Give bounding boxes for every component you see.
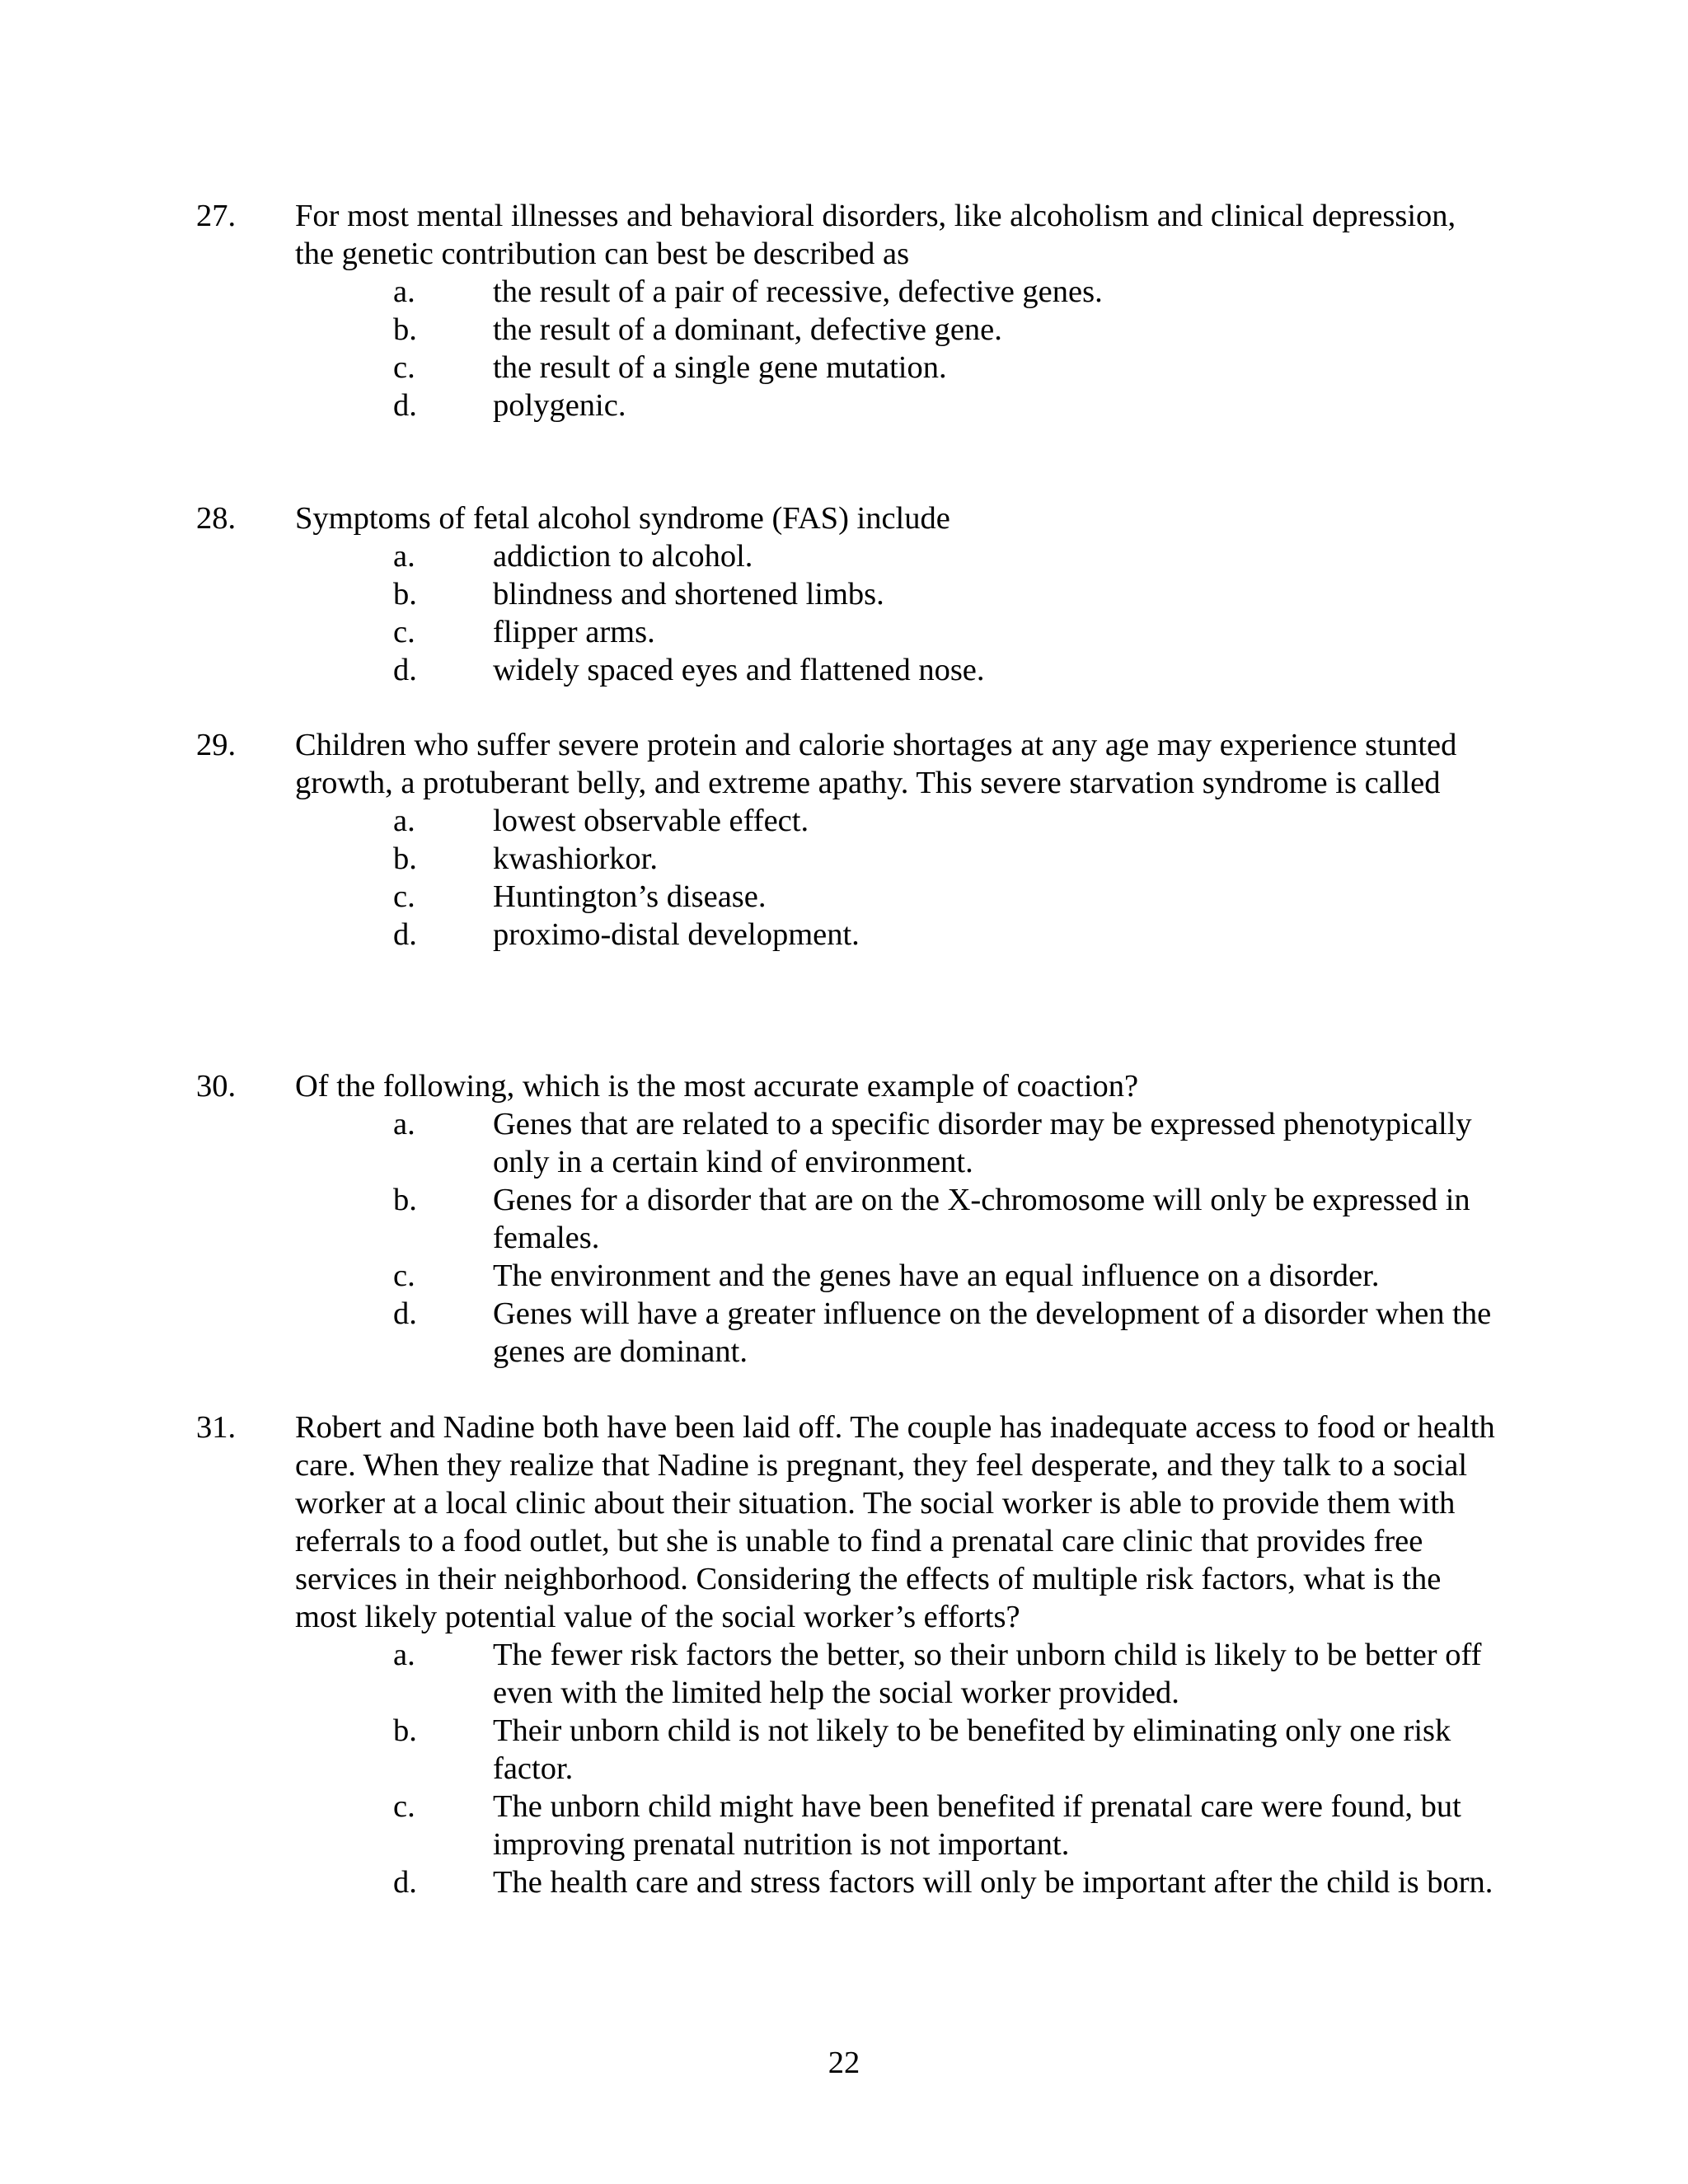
question-number: 31. [196, 1410, 237, 1445]
option-text: The unborn child might have been benefited if prenatal care were found, but improving prenatal nutrition is not important. [493, 1789, 1461, 1862]
page-number: 22 [828, 2046, 860, 2080]
answer-option-a [0, 537, 1688, 575]
option-text: the result of a single gene mutation. [493, 350, 947, 385]
question-30 [0, 1067, 1688, 1371]
answer-option-d [0, 1863, 1688, 1901]
option-letter: a. [393, 539, 415, 574]
option-letter: d. [393, 1865, 417, 1900]
option-letter: c. [393, 879, 415, 914]
answer-option-d [0, 1295, 1688, 1371]
answer-options [0, 1636, 1688, 1901]
option-letter: c. [393, 615, 415, 649]
question-number: 29. [196, 728, 237, 762]
option-text: addiction to alcohol. [493, 539, 753, 574]
answer-option-b [0, 1712, 1688, 1788]
answer-options [0, 802, 1688, 954]
option-letter: a. [393, 274, 415, 309]
answer-options [0, 1105, 1688, 1371]
answer-option-a [0, 273, 1688, 311]
option-letter: a. [393, 1638, 415, 1672]
question-29 [0, 726, 1688, 954]
option-text: The environment and the genes have an equal influence on a disorder. [493, 1258, 1380, 1293]
answer-option-b [0, 575, 1688, 613]
question-28 [0, 499, 1688, 689]
question-stem: Of the following, which is the most accurate example of coaction? [295, 1069, 1139, 1104]
option-letter: a. [393, 804, 415, 838]
answer-option-a [0, 1105, 1688, 1181]
option-text: The health care and stress factors will only be important after the child is born. [493, 1865, 1493, 1900]
option-text: kwashiorkor. [493, 841, 658, 876]
option-letter: b. [393, 1713, 417, 1748]
option-letter: c. [393, 1258, 415, 1293]
question-number: 27. [196, 199, 237, 233]
answer-option-c [0, 613, 1688, 651]
option-text: Huntington’s disease. [493, 879, 767, 914]
question-stem: For most mental illnesses and behavioral disorders, like alcoholism and clinical depression, the genetic contribution can best be described as [295, 199, 1456, 271]
option-text: Genes that are related to a specific disorder may be expressed phenotypically only in a certain kind of environment. [493, 1107, 1472, 1179]
answer-option-b [0, 840, 1688, 878]
option-text: widely spaced eyes and flattened nose. [493, 653, 985, 687]
answer-option-b [0, 1181, 1688, 1257]
option-text: blindness and shortened limbs. [493, 577, 884, 612]
question-27 [0, 197, 1688, 424]
option-letter: b. [393, 577, 417, 612]
answer-options [0, 273, 1688, 424]
question-stem: Children who suffer severe protein and calorie shortages at any age may experience stunted growth, a protuberant belly, and extreme apathy. This severe starvation syndrome is called [295, 728, 1457, 800]
option-letter: d. [393, 653, 417, 687]
answer-option-b [0, 311, 1688, 349]
answer-option-c [0, 1257, 1688, 1295]
option-text: Genes for a disorder that are on the X-chromosome will only be expressed in females. [493, 1183, 1470, 1255]
option-text: Genes will have a greater influence on the development of a disorder when the genes are dominant. [493, 1296, 1492, 1369]
question-number: 28. [196, 501, 237, 536]
answer-option-a [0, 1636, 1688, 1712]
option-text: proximo-distal development. [493, 917, 860, 952]
option-text: The fewer risk factors the better, so their unborn child is likely to be better off even with the limited help the social worker provided. [493, 1638, 1482, 1710]
option-text: lowest observable effect. [493, 804, 809, 838]
option-letter: c. [393, 1789, 415, 1824]
question-number: 30. [196, 1069, 237, 1104]
answer-option-c [0, 1788, 1688, 1863]
answer-option-d [0, 651, 1688, 689]
option-letter: b. [393, 841, 417, 876]
option-text: the result of a pair of recessive, defective genes. [493, 274, 1103, 309]
option-letter: d. [393, 917, 417, 952]
option-letter: b. [393, 1183, 417, 1217]
option-text: polygenic. [493, 388, 626, 423]
option-letter: d. [393, 388, 417, 423]
option-text: the result of a dominant, defective gene. [493, 312, 1002, 347]
option-text: flipper arms. [493, 615, 655, 649]
answer-option-a [0, 802, 1688, 840]
option-letter: b. [393, 312, 417, 347]
answer-option-c [0, 349, 1688, 387]
answer-option-d [0, 387, 1688, 424]
answer-option-d [0, 916, 1688, 954]
option-letter: d. [393, 1296, 417, 1331]
option-text: Their unborn child is not likely to be benefited by eliminating only one risk factor. [493, 1713, 1451, 1786]
option-letter: a. [393, 1107, 415, 1141]
question-stem: Symptoms of fetal alcohol syndrome (FAS) include [295, 501, 950, 536]
question-31 [0, 1408, 1688, 1901]
answer-options [0, 537, 1688, 689]
question-stem: Robert and Nadine both have been laid off. The couple has inadequate access to food or health care. When they realize that Nadine is pregnant, they feel desperate, and they talk to a social worker at a local clinic about their situation. The social worker is able to provide them with referrals to a food outlet, but she is unable to find a prenatal care clinic that provides free services in their neighborhood. Considering the effects of multiple risk factors, what is the most likely potential value of the social worker’s efforts? [295, 1410, 1495, 1634]
answer-option-c [0, 878, 1688, 916]
option-letter: c. [393, 350, 415, 385]
